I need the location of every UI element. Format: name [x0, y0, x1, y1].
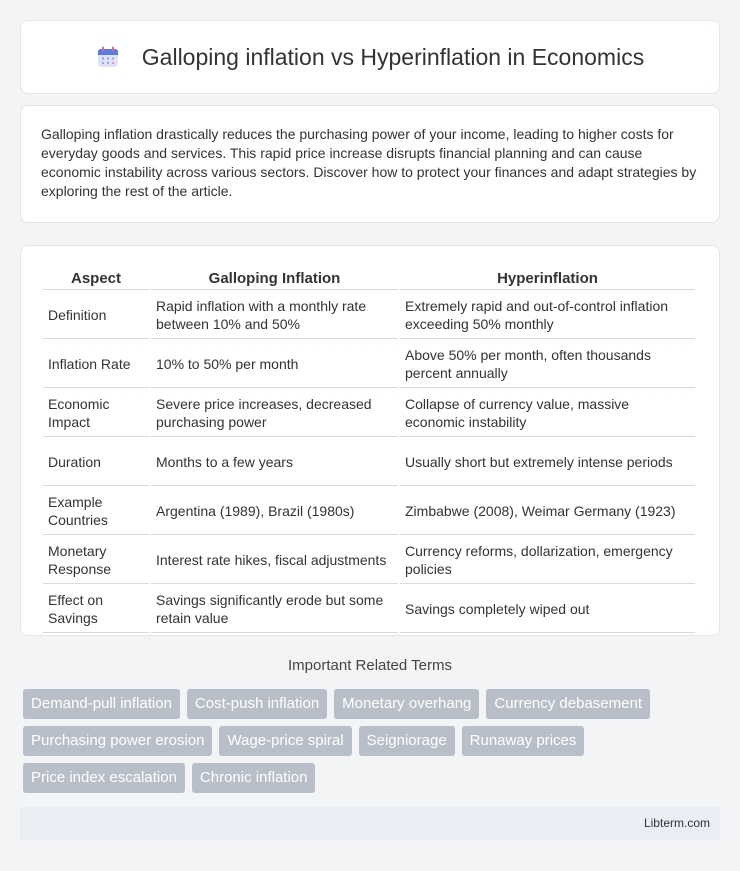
table-header-row	[43, 268, 695, 290]
row-aspect: Example Countries	[43, 488, 149, 535]
tag-row	[23, 763, 723, 793]
row-galloping: Rapid inflation with a monthly rate between 10% and 50%	[151, 292, 398, 339]
related-terms-list	[23, 689, 723, 800]
page-title: Galloping inflation vs Hyperinflation in Economics	[141, 43, 645, 70]
row-aspect: Monetary Response	[43, 537, 149, 584]
header-aspect: Aspect	[43, 268, 149, 290]
intro-card	[20, 105, 720, 223]
row-hyperinflation: Above 50% per month, often thousands percent annually	[400, 341, 695, 388]
row-aspect: Inflation Rate	[43, 341, 149, 388]
tag-seigniorage[interactable]: Seigniorage	[359, 726, 455, 756]
tag-row	[23, 726, 723, 756]
row-galloping: Severe price increases, decreased purchasing power	[151, 390, 398, 437]
tag-demand-pull-inflation[interactable]: Demand-pull inflation	[23, 689, 180, 719]
row-hyperinflation: Zimbabwe (2008), Weimar Germany (1923)	[400, 488, 695, 535]
tag-price-index-escalation[interactable]: Price index escalation	[23, 763, 185, 793]
tag-chronic-inflation[interactable]: Chronic inflation	[192, 763, 316, 793]
header-hyperinflation: Hyperinflation	[400, 268, 695, 290]
row-hyperinflation: Savings completely wiped out	[400, 586, 695, 633]
row-hyperinflation: Extremely rapid and out-of-control inflation exceeding 50% monthly	[400, 292, 695, 339]
table-row	[43, 341, 695, 388]
row-galloping: Interest rate hikes, fiscal adjustments	[151, 537, 398, 584]
tag-wage-price-spiral[interactable]: Wage-price spiral	[219, 726, 351, 756]
table-row	[43, 537, 695, 584]
row-galloping: Months to a few years	[151, 439, 398, 486]
comparison-table	[41, 266, 697, 635]
footer	[20, 807, 720, 840]
tag-monetary-overhang[interactable]: Monetary overhang	[334, 689, 479, 719]
header-galloping: Galloping Inflation	[151, 268, 398, 290]
row-hyperinflation: Currency reforms, dollarization, emergency policies	[400, 537, 695, 584]
tag-cost-push-inflation[interactable]: Cost-push inflation	[187, 689, 327, 719]
header-card	[20, 20, 720, 94]
table-row	[43, 390, 695, 437]
row-aspect: Duration	[43, 439, 149, 486]
row-galloping: Savings significantly erode but some retain value	[151, 586, 398, 633]
tag-runaway-prices[interactable]: Runaway prices	[462, 726, 585, 756]
intro-text: Galloping inflation drastically reduces the purchasing power of your income, leading to higher costs for everyday goods and services. This rapid price increase disrupts financial planning and can cause economic instability across various sectors. Discover how to protect your finances and adapt strategies by exploring the rest of the article.	[41, 126, 697, 199]
row-hyperinflation: Usually short but extremely intense periods	[400, 439, 695, 486]
table-row	[43, 488, 695, 535]
tag-currency-debasement[interactable]: Currency debasement	[486, 689, 650, 719]
row-galloping: 10% to 50% per month	[151, 341, 398, 388]
row-aspect: Economic Impact	[43, 390, 149, 437]
table-row	[43, 292, 695, 339]
table-row	[43, 586, 695, 633]
row-galloping: Argentina (1989), Brazil (1980s)	[151, 488, 398, 535]
row-aspect: Effect on Savings	[43, 586, 149, 633]
related-terms-title: Important Related Terms	[288, 657, 452, 674]
table-row	[43, 439, 695, 486]
header	[96, 44, 644, 71]
row-hyperinflation: Collapse of currency value, massive economic instability	[400, 390, 695, 437]
tag-purchasing-power-erosion[interactable]: Purchasing power erosion	[23, 726, 212, 756]
row-aspect: Definition	[43, 292, 149, 339]
tag-row	[23, 689, 723, 719]
comparison-table-card	[20, 245, 720, 636]
footer-site-link[interactable]: Libterm.com	[643, 816, 710, 830]
calendar-icon	[96, 45, 120, 69]
